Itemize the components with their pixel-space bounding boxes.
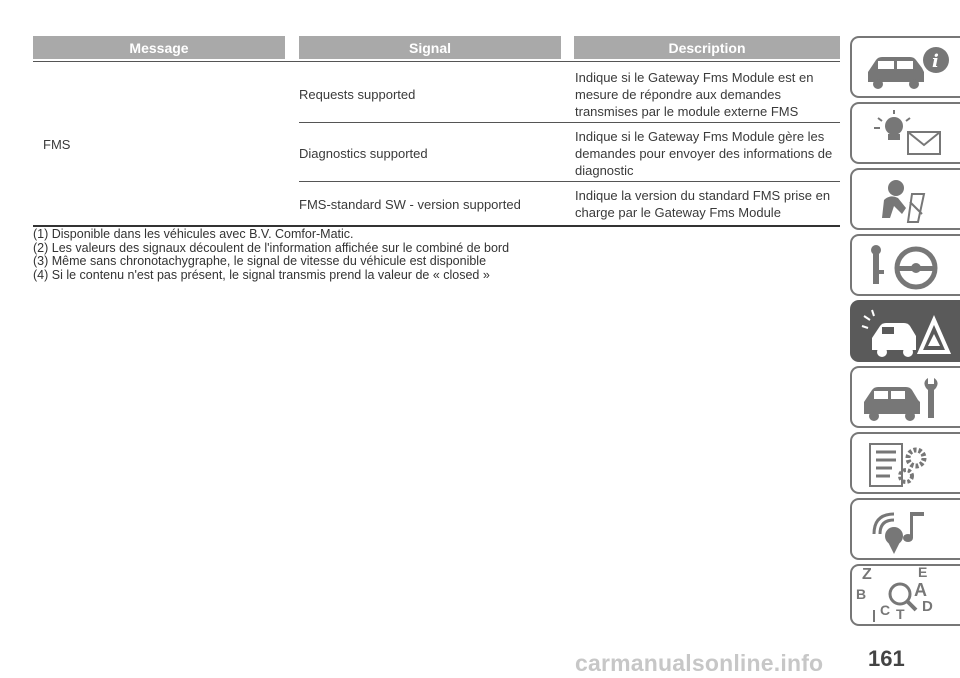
footnotes xyxy=(33,228,509,282)
alphabetical-index-icon xyxy=(860,570,960,624)
description-cell: Indique la version du standard FMS prise en charge par le Gateway Fms Module xyxy=(575,188,831,220)
footnote: (3) Même sans chronotachygraphe, le signal de vitesse du véhicule est disponible xyxy=(33,254,487,268)
footnote: (1) Disponible dans les véhicules avec B.V. Comfor-Matic. xyxy=(33,227,354,241)
car-info-icon xyxy=(860,42,960,96)
index-letter: D xyxy=(922,598,933,615)
specifications-gear-icon xyxy=(860,438,960,492)
table-row xyxy=(299,66,840,122)
row-divider xyxy=(299,181,840,182)
tab-maintenance[interactable] xyxy=(850,366,960,428)
table-row xyxy=(299,184,840,224)
index-letter: Z xyxy=(862,566,872,583)
header-description: Description xyxy=(574,36,840,59)
tab-emergency[interactable] xyxy=(850,300,960,362)
table-body xyxy=(33,62,840,225)
header-signal: Signal xyxy=(299,36,561,59)
footnote: (2) Les valeurs des signaux découlent de l'information affichée sur le combiné de bord xyxy=(33,240,510,255)
car-maintenance-icon xyxy=(860,372,960,426)
signal-cell: Requests supported xyxy=(299,86,416,102)
car-hazard-warning-icon xyxy=(860,306,960,360)
tab-specifications[interactable] xyxy=(850,432,960,494)
index-letter: C xyxy=(880,602,891,618)
airbag-seat-icon xyxy=(860,174,960,228)
multimedia-icon xyxy=(860,504,960,558)
header-message: Message xyxy=(33,36,285,59)
tab-warning-lights[interactable] xyxy=(850,102,960,164)
tab-index[interactable] xyxy=(850,564,960,626)
index-letter: B xyxy=(856,586,867,602)
row-divider xyxy=(299,122,840,123)
index-letter: T xyxy=(896,606,905,622)
tab-safety[interactable] xyxy=(850,168,960,230)
svg-text:i: i xyxy=(932,51,939,72)
message-cell: FMS xyxy=(43,137,71,152)
table-header xyxy=(33,36,840,59)
warning-light-message-icon xyxy=(860,108,960,162)
key-steering-wheel-icon xyxy=(860,240,960,294)
description-cell: Indique si le Gateway Fms Module est en mesure de répondre aux demandes transmises par le module externe FMS xyxy=(575,69,814,119)
tab-car-info[interactable] xyxy=(850,36,960,98)
index-letter: A xyxy=(914,580,927,600)
table-row xyxy=(299,125,840,181)
spec-table xyxy=(33,36,840,227)
signal-cell: Diagnostics supported xyxy=(299,145,428,161)
index-letter: E xyxy=(918,564,928,580)
tab-multimedia[interactable] xyxy=(850,498,960,560)
tab-starting-driving[interactable] xyxy=(850,234,960,296)
footnote: (4) Si le contenu n'est pas présent, le signal transmis prend la valeur de « closed » xyxy=(33,267,490,282)
signal-cell: FMS-standard SW - version supported xyxy=(299,196,521,212)
watermark: carmanualsonline.info xyxy=(575,650,824,676)
description-cell: Indique si le Gateway Fms Module gère les demandes pour envoyer des informations de diagnostic xyxy=(575,128,833,178)
page-number: 161 xyxy=(868,646,905,671)
